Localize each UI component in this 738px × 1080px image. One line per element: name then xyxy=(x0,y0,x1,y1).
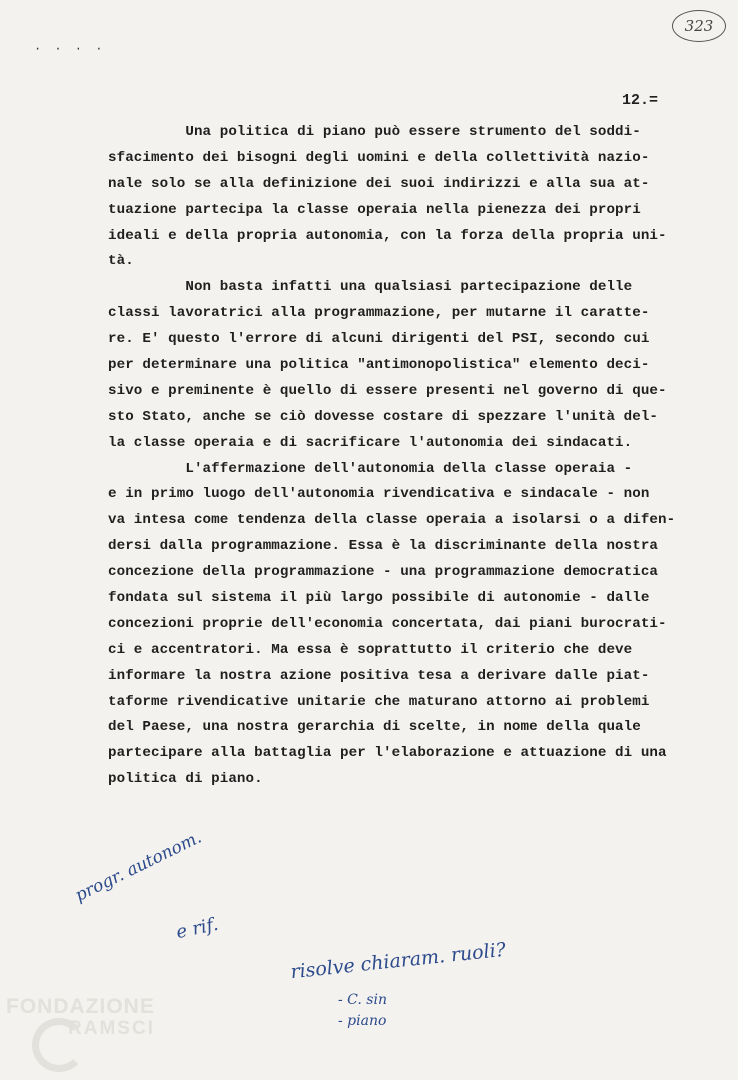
text-line: dersi dalla programmazione. Essa è la discriminante della nostra xyxy=(108,538,659,555)
page-number: 12.= xyxy=(622,92,659,109)
text-line: re. E' questo l'errore di alcuni dirigenti del PSI, secondo cui xyxy=(108,331,650,348)
text-line: partecipare alla battaglia per l'elaborazione e attuazione di una xyxy=(108,745,667,762)
handwritten-note-main: risolve chiaram. ruoli? xyxy=(289,938,507,984)
text-line: taforme rivendicative unitarie che maturano attorno ai problemi xyxy=(108,693,650,710)
text-line: sivo e preminente è quello di essere presenti nel governo di que- xyxy=(108,382,667,399)
text-line: per determinare una politica "antimonopolistica" elemento deci- xyxy=(108,357,650,374)
text-line: del Paese, una nostra gerarchia di scelte, in nome della quale xyxy=(108,719,641,736)
handwritten-note-item: - piano xyxy=(338,1013,387,1029)
handwritten-note-left-2: e rif. xyxy=(174,913,221,944)
text-line: nale solo se alla definizione dei suoi indirizzi e alla sua at- xyxy=(108,175,650,192)
text-line: Una politica di piano può essere strumento del soddi- xyxy=(108,124,641,140)
typed-body-text xyxy=(108,120,708,793)
text-line: sto Stato, anche se ciò dovesse costare di spezzare l'unità del- xyxy=(108,408,659,425)
text-line: tuazione partecipa la classe operaia nella pienezza dei propri xyxy=(108,201,641,218)
margin-marks: · · · · xyxy=(34,42,106,56)
text-line: ideali e della propria autonomia, con la forza della propria uni- xyxy=(108,227,667,244)
archive-watermark xyxy=(6,996,155,1040)
text-line: e in primo luogo dell'autonomia rivendicativa e sindacale - non xyxy=(108,486,650,503)
text-line: la classe operaia e di sacrificare l'autonomia dei sindacati. xyxy=(108,434,633,451)
handwritten-note-item: - C. sin xyxy=(338,992,387,1008)
text-line: ci e accentratori. Ma essa è soprattutto il criterio che deve xyxy=(108,641,633,658)
text-line: classi lavoratrici alla programmazione, per mutarne il caratte- xyxy=(108,305,650,322)
text-line: Non basta infatti una qualsiasi partecipazione delle xyxy=(108,279,633,296)
text-line: politica di piano. xyxy=(108,771,263,788)
text-line: va intesa come tendenza della classe operaia a isolarsi o a difen- xyxy=(108,512,676,529)
text-line: tà. xyxy=(108,253,134,270)
text-line: concezioni proprie dell'economia concertata, dai piani burocrati- xyxy=(108,615,667,632)
watermark-line-2: RAMSCI xyxy=(68,1018,155,1039)
text-line: informare la nostra azione positiva tesa a derivare dalle piat- xyxy=(108,667,650,684)
text-line: sfacimento dei bisogni degli uomini e della collettività nazio- xyxy=(108,149,650,166)
watermark-line-1: FONDAZIONE xyxy=(6,995,155,1018)
text-line: fondata sul sistema il più largo possibile di autonomie - dalle xyxy=(108,590,650,607)
archive-number-stamp: 323 xyxy=(672,10,726,42)
handwritten-note-left: progr. autonom. xyxy=(72,827,205,906)
text-line: concezione della programmazione - una programmazione democratica xyxy=(108,564,659,581)
text-line: L'affermazione dell'autonomia della classe operaia - xyxy=(108,460,633,477)
